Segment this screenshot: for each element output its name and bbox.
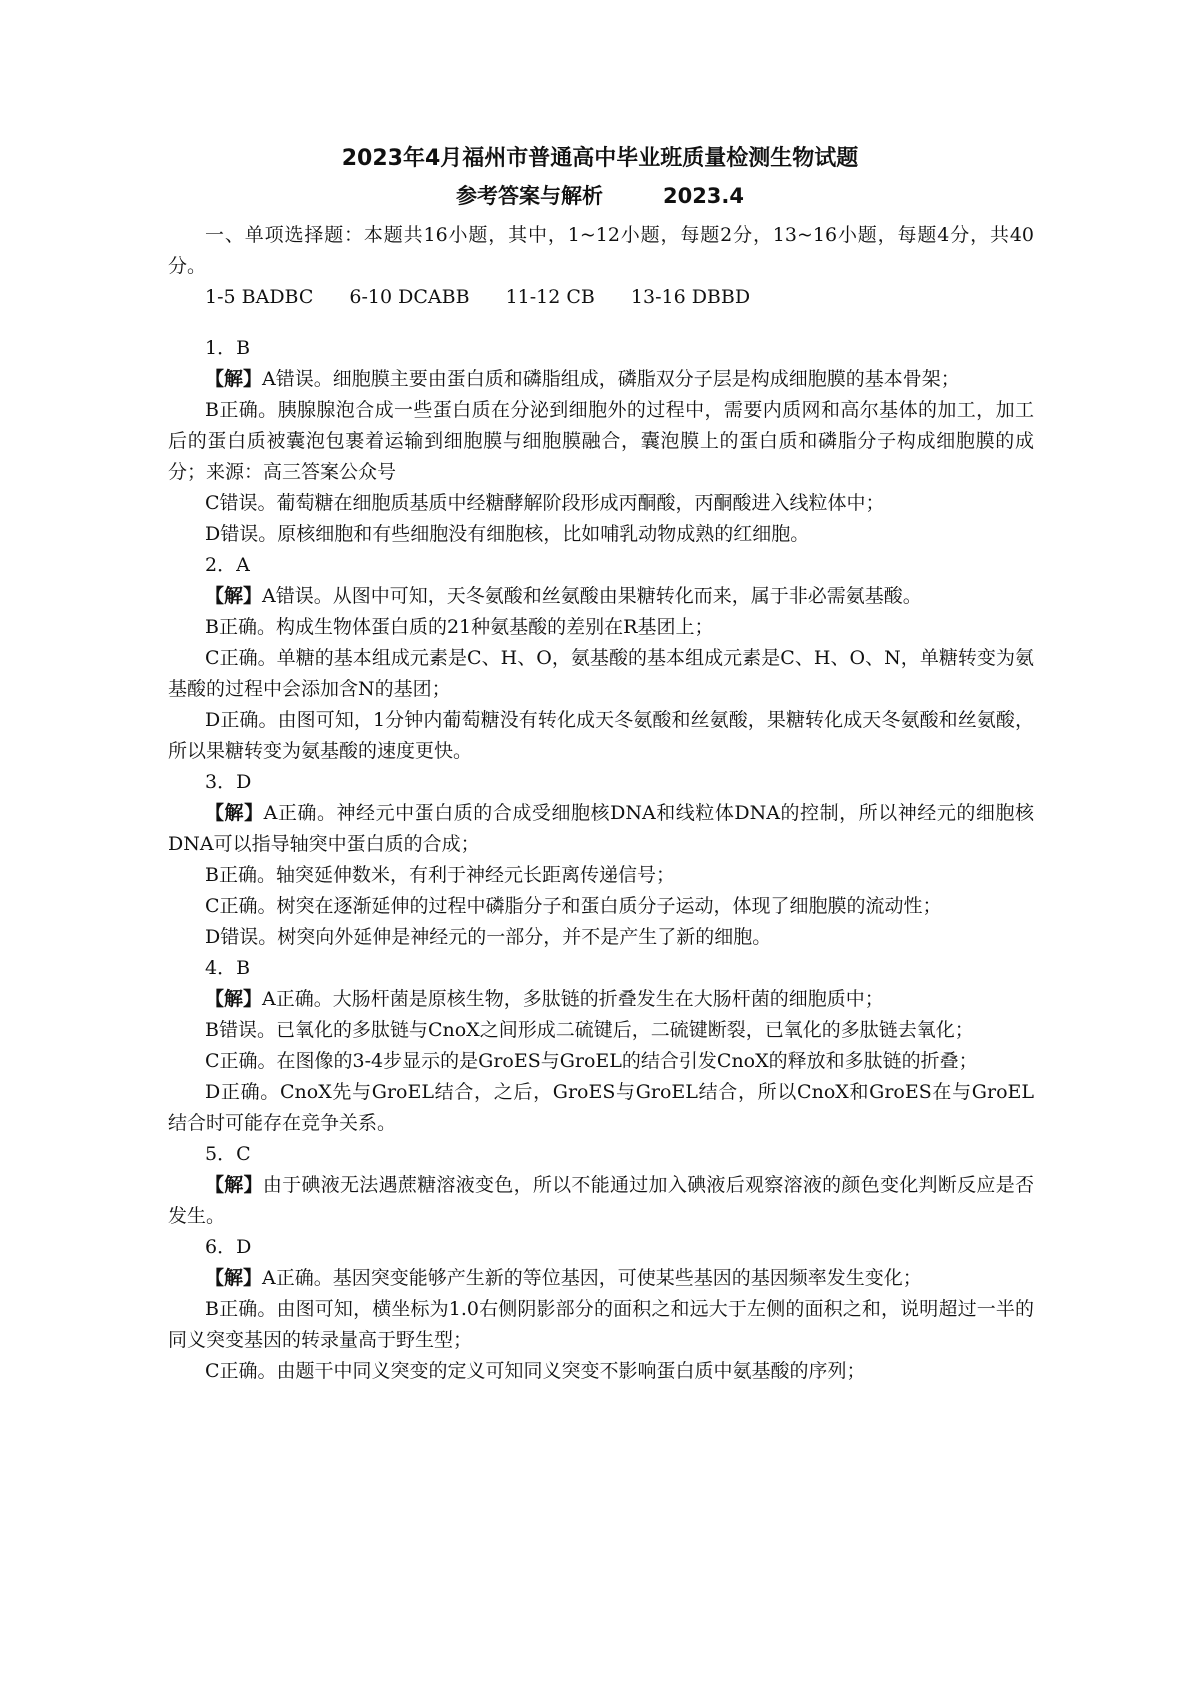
- explanation-text: A正确。神经元中蛋白质的合成受细胞核DNA和线粒体DNA的控制，所以神经元的细胞核DNA可以指导轴突中蛋白质的合成；: [168, 802, 1034, 855]
- explanation-line: B正确。轴突延伸数米，有利于神经元长距离传递信号；: [205, 864, 675, 886]
- jie-label: 【解】: [205, 802, 264, 824]
- explanation-line: D错误。原核细胞和有些细胞没有细胞核，比如哺乳动物成熟的红细胞。: [205, 523, 810, 545]
- answer-group: 13-16 DBBD: [630, 286, 751, 308]
- explanation-line: D正确。由图可知，1分钟内葡萄糖没有转化成天冬氨酸和丝氨酸，果糖转化成天冬氨酸和丝氨酸，所以果糖转变为氨基酸的速度更快。: [168, 709, 1034, 762]
- question-number: 4．B: [205, 957, 251, 979]
- explanation-line: B正确。由图可知，横坐标为1.0右侧阴影部分的面积之和远大于左侧的面积之和，说明超过一半的同义突变基因的转录量高于野生型；: [168, 1298, 1034, 1351]
- explanation-text: A错误。从图中可知，天冬氨酸和丝氨酸由果糖转化而来，属于非必需氨基酸。: [262, 585, 922, 607]
- jie-label: 【解】: [205, 988, 263, 1010]
- explanation-line: D正确。CnoX先与GroEL结合，之后，GroES与GroEL结合，所以CnoX和GroES在与GroEL结合时可能存在竞争关系。: [168, 1081, 1034, 1134]
- explanation-line: C正确。树突在逐渐延伸的过程中磷脂分子和蛋白质分子运动，体现了细胞膜的流动性；: [205, 895, 942, 917]
- question-number: 3．D: [205, 771, 252, 793]
- explanation-line: C正确。由题干中同义突变的定义可知同义突变不影响蛋白质中氨基酸的序列；: [205, 1360, 866, 1382]
- question-number: 6．D: [205, 1236, 252, 1258]
- question-number: 2．A: [205, 554, 250, 576]
- jie-label: 【解】: [205, 585, 263, 607]
- page-title: 2023年4月福州市普通高中毕业班质量检测生物试题: [341, 146, 859, 171]
- answer-group: 1-5 BADBC: [205, 286, 314, 308]
- explanation-line: C错误。葡萄糖在细胞质基质中经糖酵解阶段形成丙酮酸，丙酮酸进入线粒体中；: [205, 492, 885, 514]
- explanation-line: [168, 581, 1034, 612]
- explanation-text: 由于碘液无法遇蔗糖溶液变色，所以不能通过加入碘液后观察溶液的颜色变化判断反应是否发生。: [168, 1174, 1034, 1227]
- section-header: 一、单项选择题：本题共16小题，其中，1~12小题，每题2分，13~16小题，每题4分，共40分。: [168, 224, 1034, 277]
- explanation-text: A错误。细胞膜主要由蛋白质和磷脂组成，磷脂双分子层是构成细胞膜的基本骨架；: [262, 368, 960, 390]
- subtitle-date: 2023.4: [662, 184, 745, 208]
- jie-label: 【解】: [205, 1267, 263, 1289]
- subtitle-text: 参考答案与解析: [455, 184, 603, 208]
- answer-group: 11-12 CB: [505, 286, 595, 308]
- question-number: 1．B: [205, 337, 251, 359]
- jie-label: 【解】: [205, 368, 263, 390]
- explanation-line: [168, 984, 1034, 1015]
- explanation-line: B错误。已氧化的多肽链与CnoX之间形成二硫键后，二硫键断裂，已氧化的多肽链去氧化；: [205, 1019, 974, 1041]
- jie-label: 【解】: [205, 1174, 263, 1196]
- explanation-text: A正确。大肠杆菌是原核生物，多肽链的折叠发生在大肠杆菌的细胞质中；: [262, 988, 884, 1010]
- document-body: [168, 220, 1034, 1387]
- explanation-line: [168, 798, 1034, 860]
- question-number: 5．C: [205, 1143, 251, 1165]
- page-subtitle: [0, 180, 1200, 212]
- explanation-line: [168, 364, 1034, 395]
- explanation-line: C正确。在图像的3-4步显示的是GroES与GroEL的结合引发CnoX的释放和多肽链的折叠；: [205, 1050, 978, 1072]
- explanation-line: B正确。胰腺腺泡合成一些蛋白质在分泌到细胞外的过程中，需要内质网和高尔基体的加工，加工后的蛋白质被囊泡包裹着运输到细胞膜与细胞膜融合，囊泡膜上的蛋白质和磷脂分子构成细胞膜的成分；来源：高三答案公众号: [168, 399, 1034, 483]
- answer-key: [168, 282, 1034, 313]
- explanation-line: [168, 1170, 1034, 1232]
- explanation-line: B正确。构成生物体蛋白质的21种氨基酸的差别在R基团上；: [205, 616, 714, 638]
- explanation-line: [168, 1263, 1034, 1294]
- spacer: [168, 313, 1034, 333]
- answer-group: 6-10 DCABB: [349, 286, 470, 308]
- explanation-text: A正确。基因突变能够产生新的等位基因，可使某些基因的基因频率发生变化；: [262, 1267, 922, 1289]
- explanation-line: C正确。单糖的基本组成元素是C、H、O，氨基酸的基本组成元素是C、H、O、N，单糖转变为氨基酸的过程中会添加含N的基团；: [168, 647, 1034, 700]
- explanation-line: D错误。树突向外延伸是神经元的一部分，并不是产生了新的细胞。: [205, 926, 772, 948]
